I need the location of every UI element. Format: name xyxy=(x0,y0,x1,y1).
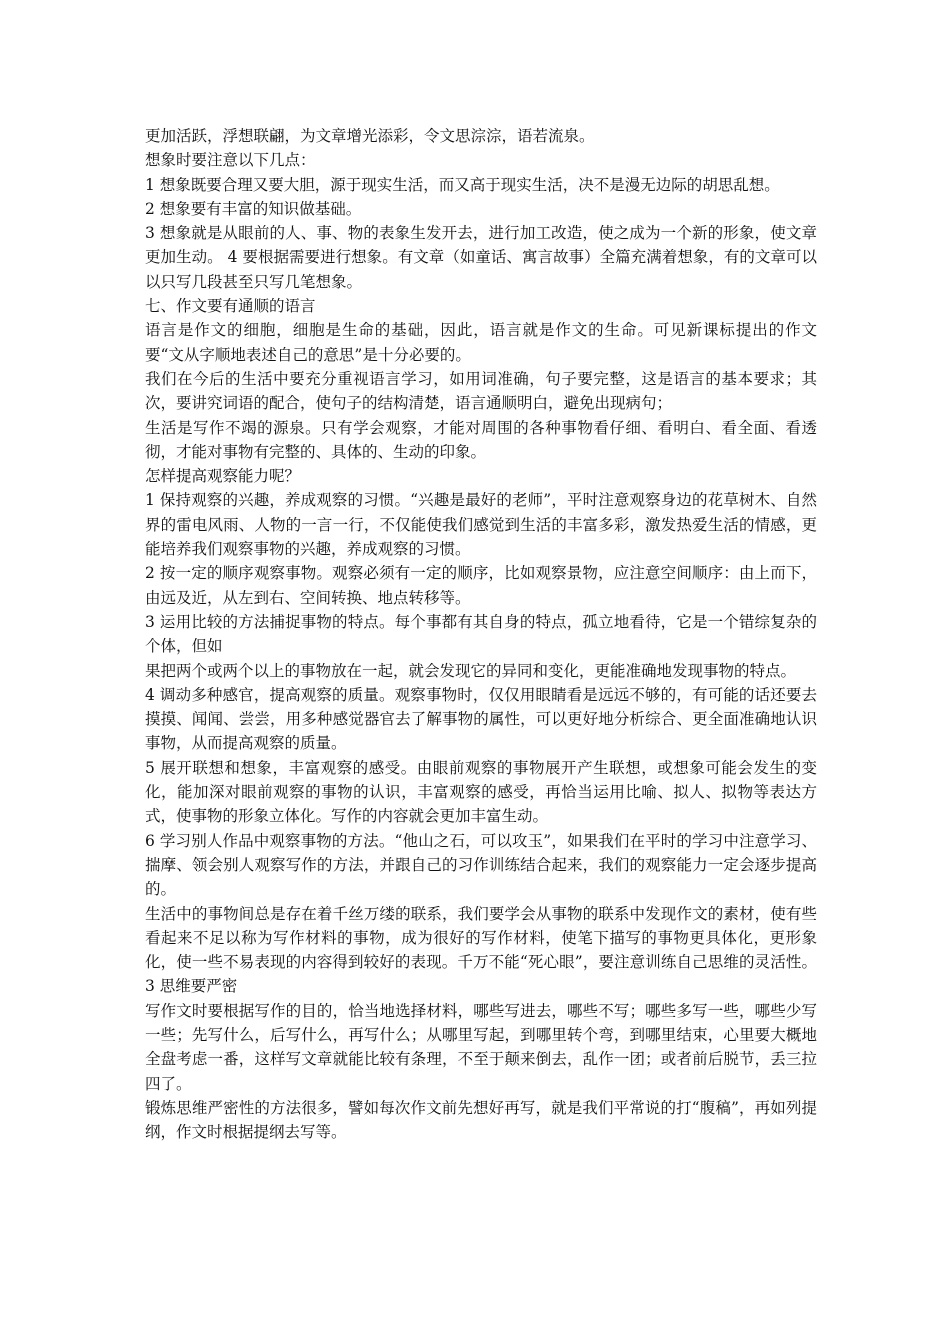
paragraph: 6 学习别人作品中观察事物的方法。“他山之石，可以攻玉”，如果我们在平时的学习中注意学习、揣摩、领会别人观察写作的方法，并跟自己的习作训练结合起来，我们的观察能力一定会逐步提高的。 xyxy=(145,831,817,899)
paragraph: 3 想象就是从眼前的人、事、物的表象生发开去，进行加工改造，使之成为一个新的形象，使文章更加生动。 4 要根据需要进行想象。有文章（如童话、寓言故事）全篇充满着想象，有的文章可以以只写几段甚至只写几笔想象。 xyxy=(145,224,817,291)
paragraph: 5 展开联想和想象，丰富观察的感受。由眼前观察的事物展开产生联想，或想象可能会发生的变化，能加深对眼前观察的事物的认识，丰富观察的感受，再恰当运用比喻、拟人、拟物等表达方式，使事物的形象立体化。写作的内容就会更加丰富生动。 xyxy=(145,758,817,826)
paragraph: 3 运用比较的方法捕捉事物的特点。每个事都有其自身的特点，孤立地看待，它是一个错综复杂的个体，但如 xyxy=(145,612,817,656)
paragraph: 怎样提高观察能力呢？ xyxy=(145,467,301,486)
paragraph: 1 保持观察的兴趣，养成观察的习惯。“兴趣是最好的老师”，平时注意观察身边的花草树木、自然界的雷电风雨、人物的一言一行，不仅能使我们感觉到生活的丰富多彩，激发热爱生活的情感，更能培养我们观察事物的兴趣，养成观察的习惯。 xyxy=(145,491,817,559)
paragraph: 更加活跃，浮想联翩，为文章增光添彩，令文思淙淙，语若流泉。 xyxy=(145,127,595,145)
document-body xyxy=(145,124,817,1144)
paragraph: 写作文时要根据写作的目的，恰当地选择材料，哪些写进去，哪些不写；哪些多写一些，哪些少写一些；先写什么，后写什么，再写什么；从哪里写起，到哪里转个弯，到哪里结束，心里要大概地全盘考虑一番，这样写文章就能比较有条理，不至于颠来倒去，乱作一团；或者前后脱节，丢三拉四了。 xyxy=(145,1001,817,1093)
paragraph: 2 按一定的顺序观察事物。观察必须有一定的顺序，比如观察景物，应注意空间顺序：由上而下，由远及近，从左到右、空间转换、地点转移等。 xyxy=(145,564,817,607)
section-heading: 七、作文要有通顺的语言 xyxy=(145,297,316,316)
paragraph: 4 调动多种感官，提高观察的质量。观察事物时，仅仅用眼睛看是远远不够的，有可能的话还要去摸摸、闻闻、尝尝，用多种感觉器官去了解事物的属性，可以更好地分析综合、更全面准确地认识事物，从而提高观察的质量。 xyxy=(145,685,817,753)
paragraph: 2 想象要有丰富的知识做基础。 xyxy=(145,199,362,218)
paragraph: 锻炼思维严密性的方法很多，譬如每次作文前先想好再写，就是我们平常说的打“腹稿”，再如列提纲，作文时根据提纲去写等。 xyxy=(145,1098,817,1142)
paragraph: 我们在今后的生活中要充分重视语言学习，如用词准确，句子要完整，这是语言的基本要求；其次，要讲究词语的配合，使句子的结构清楚，语言通顺明白，避免出现病句； xyxy=(145,369,817,413)
paragraph: 想象时要注意以下几点： xyxy=(145,151,316,170)
paragraph: 生活中的事物间总是存在着千丝万缕的联系，我们要学会从事物的联系中发现作文的素材，使有些看起来不足以称为写作材料的事物，成为很好的写作材料，使笔下描写的事物更具体化，更形象化，使一些不易表现的内容得到较好的表现。千万不能“死心眼”，要注意训练自己思维的灵活性。 3 思维要严密 xyxy=(145,904,817,996)
paragraph: 1 想象既要合理又要大胆，源于现实生活，而又高于现实生活，决不是漫无边际的胡思乱想。 xyxy=(145,175,780,194)
paragraph: 语言是作文的细胞，细胞是生命的基础，因此，语言就是作文的生命。可见新课标提出的作文要“文从字顺地表述自己的意思”是十分必要的。 xyxy=(145,321,817,364)
paragraph: 生活是写作不竭的源泉。只有学会观察，才能对周围的各种事物看仔细、看明白、看全面、看透彻，才能对事物有完整的、具体的、生动的印象。 xyxy=(145,418,817,461)
paragraph: 果把两个或两个以上的事物放在一起，就会发现它的异同和变化，更能准确地发现事物的特点。 xyxy=(145,661,797,680)
